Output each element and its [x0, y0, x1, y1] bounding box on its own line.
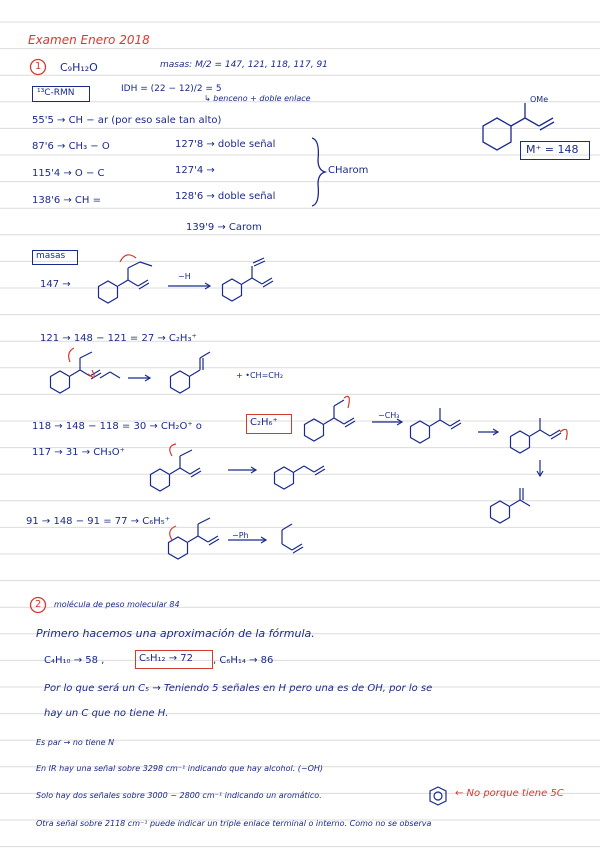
nmr-4: 127'8 → doble señal	[175, 139, 276, 150]
q2-line-8: Solo hay dos señales sobre 3000 − 2800 cm⁻¹ indicando un aromático.	[36, 791, 322, 800]
q2-title: molécula de peso molecular 84	[54, 600, 180, 609]
frag-118: 118 → 148 − 118 = 30 → CH₂O⁺ o	[32, 421, 202, 432]
q2-line-0: Primero hacemos una aproximación de la fórmula.	[36, 627, 315, 640]
frag-121: 121 → 148 − 121 = 27 → C₂H₃⁺	[40, 333, 197, 344]
idh-line: IDH = (22 − 12)/2 = 5	[121, 84, 222, 94]
page-title: Examen Enero 2018	[28, 33, 150, 47]
minus-h: −H	[178, 272, 191, 281]
frag-117: 117 → 31 → CH₃O⁺	[32, 447, 125, 458]
frag-91: 91 → 148 − 91 = 77 → C₆H₅⁺	[26, 516, 171, 527]
nmr-5: 127'4 →	[175, 165, 215, 176]
idh-note: ↳ benceno + doble enlace	[204, 94, 311, 103]
q2-number: 2	[35, 599, 42, 610]
frag-147: 147 →	[40, 279, 71, 290]
ome-label: OMe	[530, 95, 549, 104]
nmr-6: 128'6 → doble señal	[175, 191, 276, 202]
q2-line-5: hay un C que no tiene H.	[44, 708, 169, 719]
q1-formula: C₉H₁₂O	[60, 61, 98, 74]
c2h6-label: C₂H₆⁺	[250, 417, 278, 428]
plus-vinyl: + •CH=CH₂	[236, 371, 284, 380]
minus-ph: −Ph	[232, 531, 249, 540]
charom-label: CHarom	[328, 165, 369, 176]
q1-masas-line: masas: M/2 = 147, 121, 118, 117, 91	[160, 60, 328, 70]
nmr-2: 115'4 → O − C	[32, 168, 105, 179]
q2-line-9: ← No porque tiene 5C	[455, 788, 564, 799]
nmr-1: 87'6 → CH₃ − O	[32, 141, 110, 152]
minus-ch3: −CH₃	[378, 411, 400, 420]
nmr-3: 138'6 → CH =	[32, 195, 101, 206]
q1-number: 1	[35, 61, 42, 72]
q2-line-2: C₅H₁₂ → 72	[139, 653, 193, 664]
c13-label: ¹³C-RMN	[37, 88, 75, 98]
q2-line-6: Es par → no tiene N	[36, 738, 115, 747]
nmr-7: 139'9 → Carom	[186, 222, 262, 233]
nmr-0: 55'5 → CH − ar (por eso sale tan alto)	[32, 115, 222, 126]
q2-line-10: Otra señal sobre 2118 cm⁻¹ puede indicar un triple enlace terminal o interno. Como no se observa	[36, 819, 432, 828]
q2-line-1: C₄H₁₀ → 58 ,	[44, 655, 105, 666]
q2-line-4: Por lo que será un C₅ → Teniendo 5 señales en H pero una es de OH, por lo se	[44, 683, 433, 694]
masas-box-label: masas	[36, 251, 66, 261]
mplus-label: M⁺ = 148	[526, 143, 579, 156]
q2-line-3: , C₆H₁₄ → 86	[213, 655, 274, 666]
q2-line-7: En IR hay una señal sobre 3298 cm⁻¹ indicando que hay alcohol. (−OH)	[36, 764, 324, 773]
